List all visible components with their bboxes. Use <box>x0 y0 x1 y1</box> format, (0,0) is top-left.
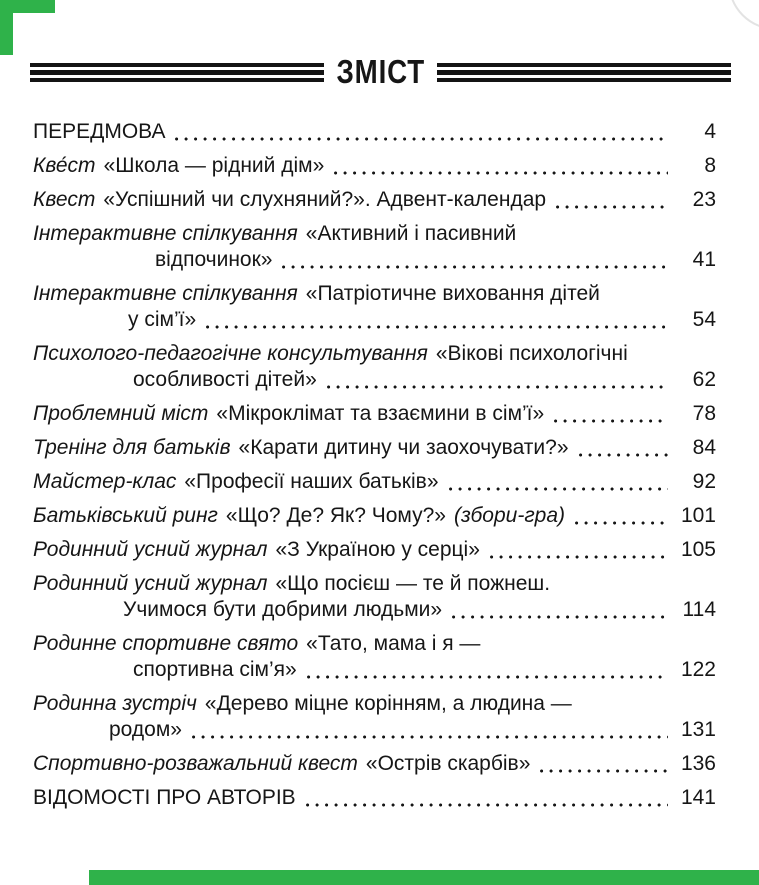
entry-type-label: Тренінг для батьків <box>33 436 231 459</box>
dot-leader <box>452 615 668 619</box>
dot-leader <box>307 675 668 679</box>
dot-leader <box>334 171 668 175</box>
entry-page-number: 105 <box>680 538 716 561</box>
entry-title: «З Україною у серці» <box>275 538 480 561</box>
toc-entry <box>33 469 716 495</box>
toc-entry <box>33 187 716 213</box>
entry-page-number: 101 <box>680 504 716 527</box>
dot-leader <box>490 555 668 559</box>
entry-page-number: 114 <box>682 598 716 621</box>
entry-title: «Мікроклімат та взаємини в сім’ї» <box>216 402 545 425</box>
entry-page-number: 92 <box>692 470 716 493</box>
entry-type-label: Інтерактивне спілкування <box>33 222 298 245</box>
toc-list <box>33 119 716 819</box>
dot-leader <box>282 265 668 269</box>
toc-entry <box>33 119 716 145</box>
entry-type-label: Родинна зустріч <box>33 692 197 715</box>
entry-title-continued: родом» <box>109 718 182 741</box>
entry-title: «Активний і пасивний <box>305 222 517 245</box>
entry-type-label: Кве́ст <box>33 154 96 177</box>
entry-title-continued: Учимося бути добрими людьми» <box>123 598 443 621</box>
dot-leader <box>192 735 668 739</box>
toc-entry <box>33 153 716 179</box>
entry-type-suffix: (збори-гра) <box>453 504 566 527</box>
dot-leader <box>554 419 668 423</box>
entry-type-label: Спортивно-розважальний квест <box>33 752 358 775</box>
scan-ring-artifact <box>728 0 759 30</box>
entry-type-label: Інтерактивне спілкування <box>33 282 298 305</box>
dot-leader <box>579 453 669 457</box>
entry-page-number: 41 <box>692 248 716 271</box>
entry-page-number: 122 <box>680 658 716 681</box>
entry-title: «Що? Де? Як? Чому?» <box>225 504 446 527</box>
entry-title: «Патріотичне виховання дітей <box>305 282 600 305</box>
entry-page-number: 78 <box>692 402 716 425</box>
entry-title-continued: спортивна сім’я» <box>133 658 297 681</box>
toc-entry <box>33 341 716 393</box>
dot-leader <box>175 137 668 141</box>
entry-page-number: 62 <box>692 368 716 391</box>
toc-entry <box>33 631 716 683</box>
entry-type-label: Родинний усний журнал <box>33 572 268 595</box>
entry-type-label: Психолого-педагогічне консультування <box>33 342 428 365</box>
dot-leader <box>449 487 669 491</box>
toc-entry <box>33 281 716 333</box>
entry-title: «Професії наших батьків» <box>184 470 439 493</box>
entry-type-label: Квест <box>33 188 96 211</box>
entry-title-continued: відпочинок» <box>155 248 273 271</box>
entry-type-label: Проблемний міст <box>33 402 209 425</box>
toc-entry <box>33 537 716 563</box>
dot-leader <box>575 521 668 525</box>
entry-type-label: Майстер-клас <box>33 470 177 493</box>
entry-title: «Дерево міцне корінням, а людина — <box>204 692 572 715</box>
entry-page-number: 131 <box>680 718 716 741</box>
entry-page-number: 23 <box>692 188 716 211</box>
entry-title: «Тато, мама і я — <box>306 632 481 655</box>
entry-title: «Успішний чи слухняний?». Адвент-календар <box>103 188 547 211</box>
toc-entry <box>33 691 716 743</box>
dot-leader <box>327 385 668 389</box>
entry-title: ПЕРЕДМОВА <box>33 120 166 143</box>
entry-title: «Острів скарбів» <box>365 752 531 775</box>
dot-leader <box>540 769 668 773</box>
entry-title-continued: особливості дітей» <box>133 368 317 391</box>
dot-leader <box>556 205 668 209</box>
toc-entry <box>33 751 716 777</box>
toc-entry <box>33 571 716 623</box>
entry-title: «Що посієш — те й пожнеш. <box>275 572 551 595</box>
dot-leader <box>206 325 668 329</box>
toc-header <box>30 53 731 91</box>
entry-title: «Вікові психологічні <box>435 342 628 365</box>
entry-page-number: 8 <box>704 154 716 177</box>
entry-page-number: 4 <box>704 120 716 143</box>
header-rule-right <box>437 63 731 82</box>
entry-page-number: 141 <box>680 786 716 809</box>
toc-entry <box>33 435 716 461</box>
header-rule-left <box>30 63 324 82</box>
entry-type-label: Батьківський ринг <box>33 504 218 527</box>
bottom-accent-bar <box>89 870 759 885</box>
entry-page-number: 84 <box>692 436 716 459</box>
entry-type-label: Родинне спортивне свято <box>33 632 299 655</box>
toc-entry <box>33 503 716 529</box>
entry-title-continued: у сім’ї» <box>128 308 197 331</box>
entry-title: «Школа — рідний дім» <box>103 154 325 177</box>
entry-type-label: Родинний усний журнал <box>33 538 268 561</box>
entry-page-number: 136 <box>680 752 716 775</box>
entry-title: ВІДОМОСТІ ПРО АВТОРІВ <box>33 786 296 809</box>
toc-entry <box>33 221 716 273</box>
toc-entry <box>33 785 716 811</box>
entry-title: «Карати дитину чи заохочувати?» <box>238 436 569 459</box>
page-title: ЗМІСТ <box>336 53 425 90</box>
toc-entry <box>33 401 716 427</box>
dot-leader <box>306 803 668 807</box>
corner-accent-vertical <box>0 0 13 55</box>
entry-page-number: 54 <box>692 308 716 331</box>
